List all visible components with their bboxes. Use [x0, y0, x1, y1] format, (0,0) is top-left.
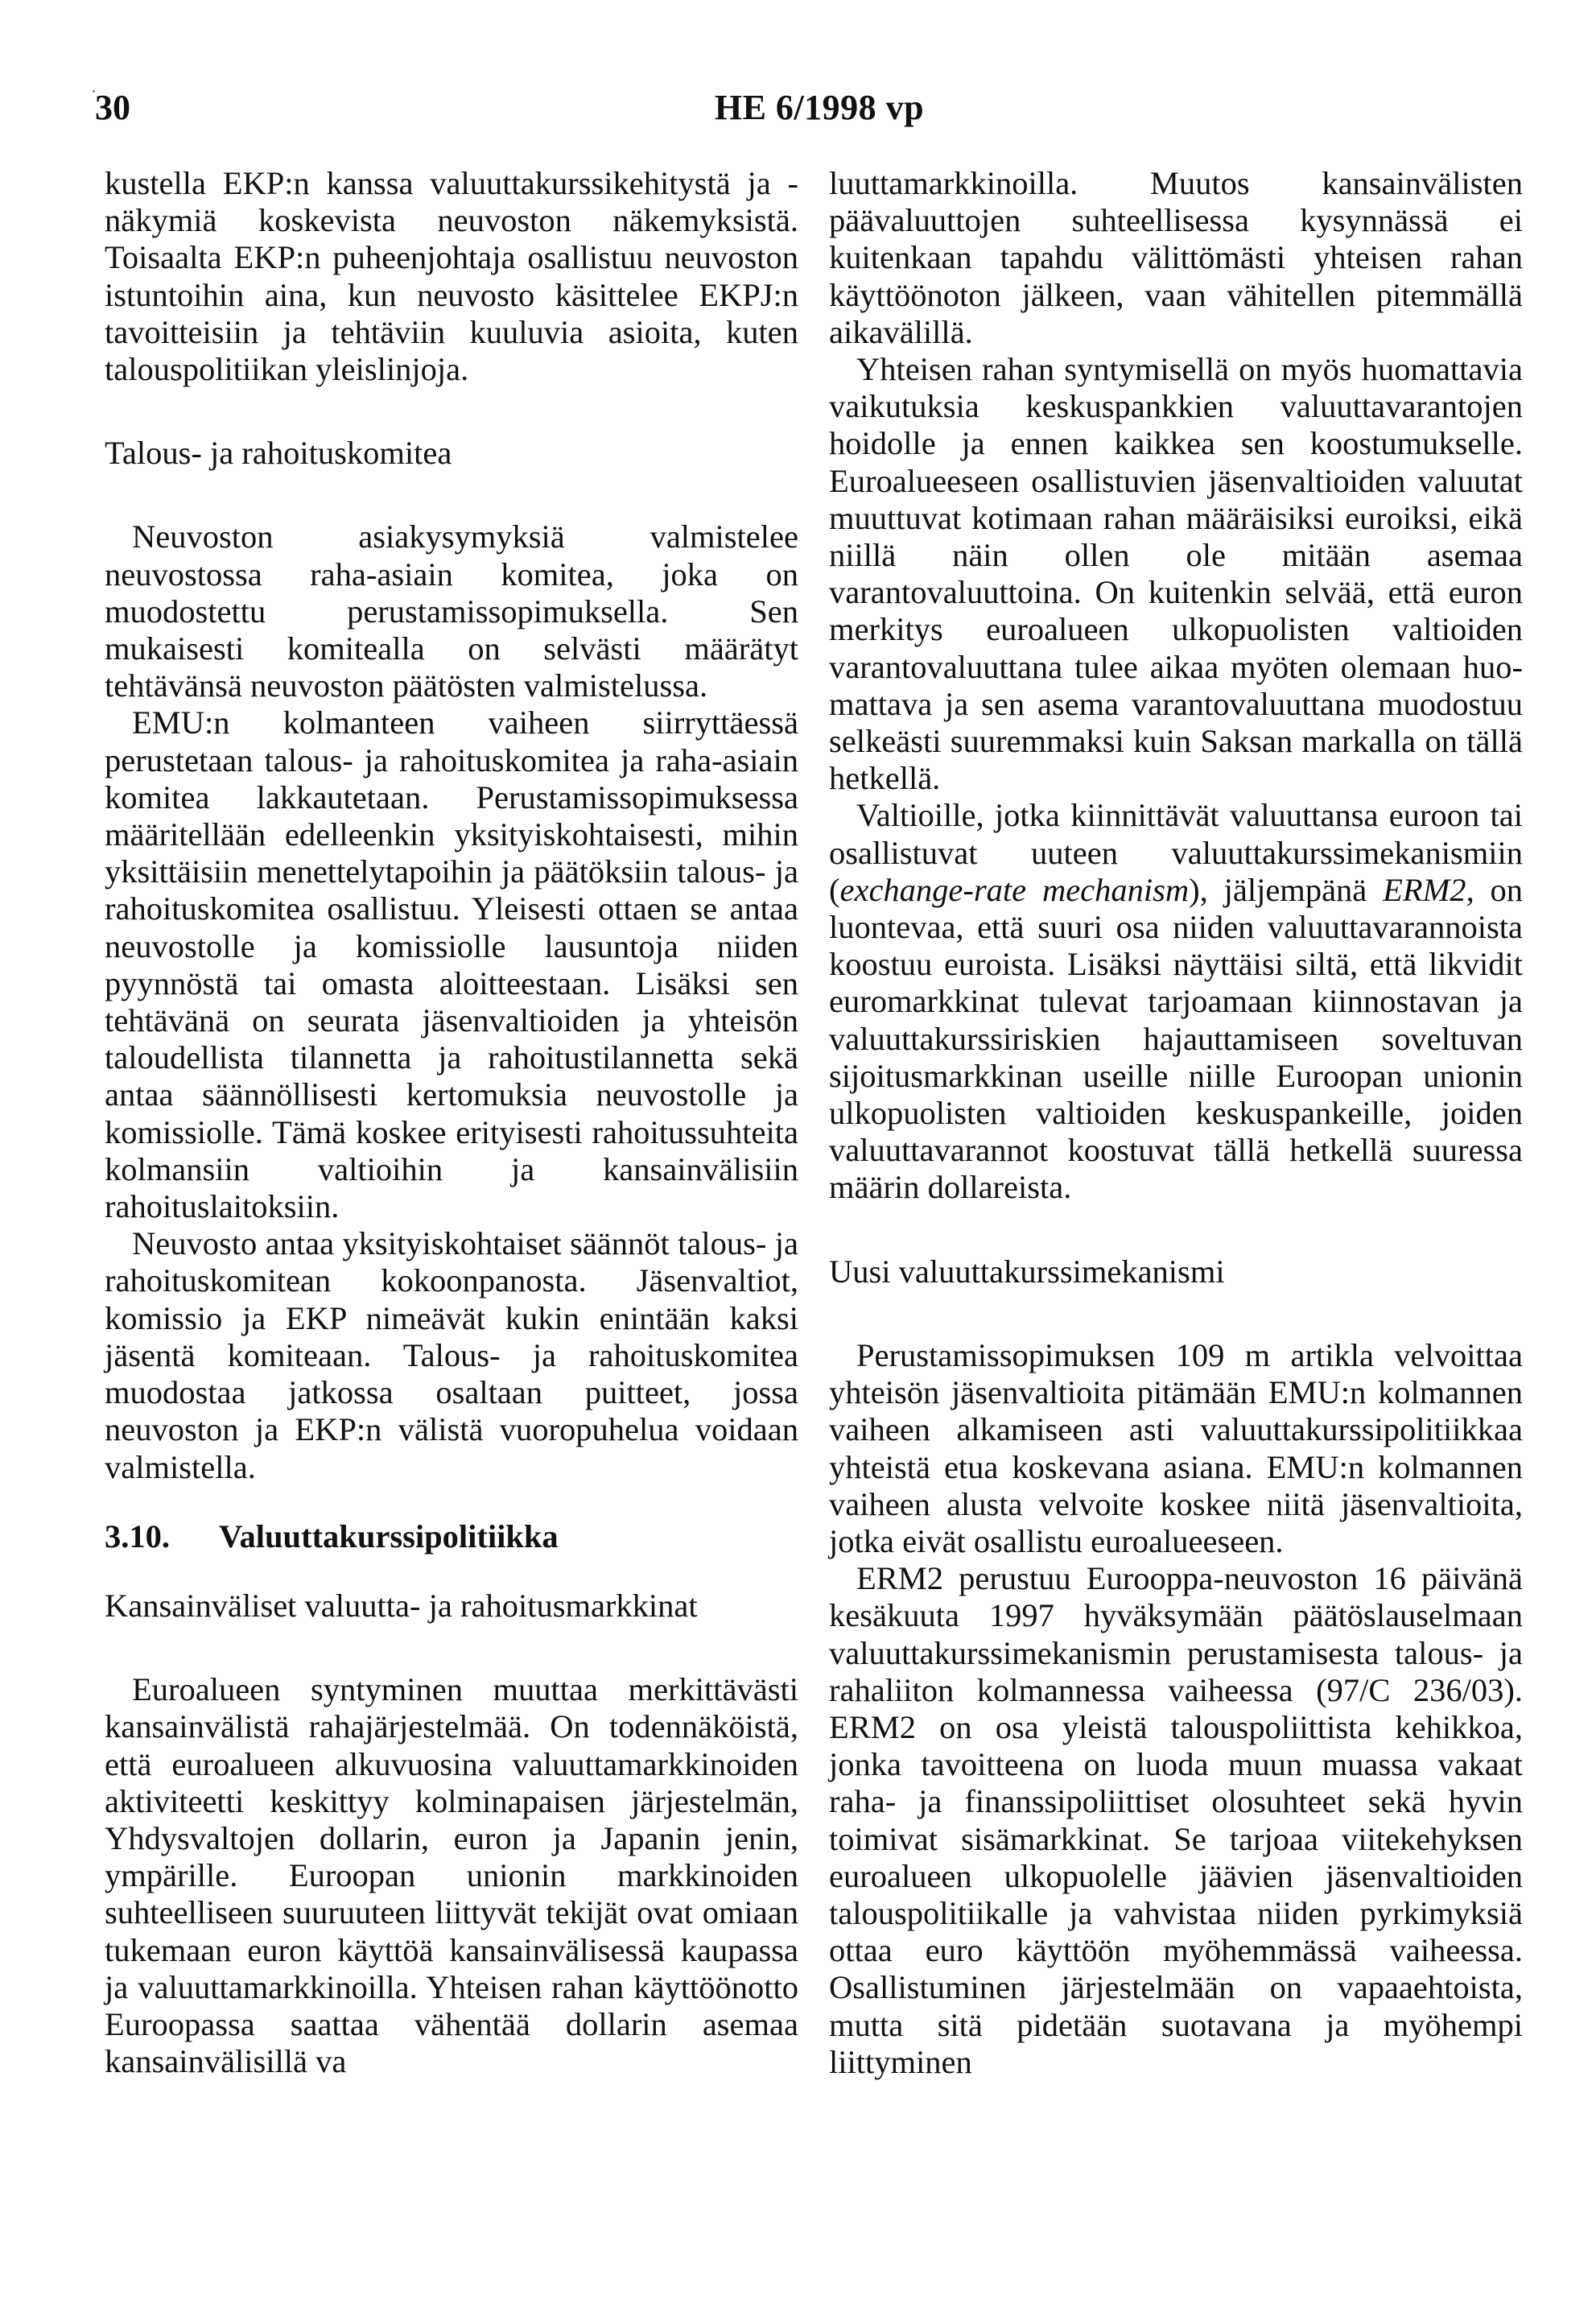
paragraph: kustella EKP:n kanssa valuuttakurssikehitystä ja -näkymiä koskevista neuvoston näkemyksistä. Toisaalta EKP:n puheenjohtaja osallistuu neuvoston istuntoihin aina, kun neuvosto käsittelee EKPJ:n tavoitteisiin ja tehtäviin kuuluvia asioita, kuten talouspolitiikan yleislinjoja.: [105, 165, 798, 388]
paragraph: EMU:n kolmanteen vaiheen siirryttäessä perustetaan talous- ja rahoituskomitea ja raha-asiain komitea lakkautetaan. Perustamissopimuksessa määritellään edelleenkin yksityiskohtaisesti, mihin yksittäisiin menettelytapoihin ja päätöksiin talous- ja rahoituskomitea osallistuu. Yleisesti ottaen se antaa neuvostolle ja komissiolle lausuntoja niiden pyynnöstä tai omasta aloitteestaan. Lisäksi sen tehtävänä on seurata jäsenvaltioiden ja yhteisön taloudellista tilannetta ja rahoitustilannetta sekä antaa säännöllisesti kertomuksia neuvostolle ja komissiolle. Tämä koskee erityisesti rahoitussuhteita kolmansiin valtioihin ja kansainvälisiin rahoituslaitoksiin.: [105, 704, 798, 1225]
paragraph: luuttamarkkinoilla. Muutos kansainvälisten päävaluuttojen suhteellisessa kysynnässä ei kuitenkaan tapahdu välittömästi yhteisen rahan käyttöönoton jälkeen, vaan vähitellen pitemmällä aikavälillä.: [829, 165, 1523, 350]
subheading-uusi-valuuttakurssimekanismi: Uusi valuuttakurssimekanismi: [829, 1253, 1225, 1290]
text-run: Valtioille, jotka kiinnittävät valuuttansa euroon tai osallistuvat uuteen valuuttakurssimekanismiin (: [829, 797, 1523, 908]
italic-term: exchange-rate mechanism: [839, 871, 1190, 908]
paragraph: Perustamissopimuksen 109 m artikla velvoittaa yhteisön jäsenvaltioita pitämään EMU:n kolmannen vaiheen alkamiseen asti valuuttakurssipolitiikkaa yhteistä etua koskevana asiana. EMU:n kolmannen vaiheen alusta velvoite koskee niitä jäsenvaltioita, jotka eivät osallistu euroalueeseen.: [829, 1336, 1523, 1559]
page-number: 30: [95, 88, 130, 127]
text-run: , on luontevaa, että suuri osa niiden valuuttavarannoista koostuu euroista. Lisäksi näyttäisi siltä, että likvidit euromarkkinat tulevat tarjoamaan kiinnostavan ja valuuttakurssiriskien hajauttamiseen soveltuvan sijoitusmarkkinan useille niille Euroopan unionin ulkopuolisten valtioiden keskuspankeille, joiden valuuttavarannot koostuvat tällä hetkellä suuressa määrin dollareista.: [829, 871, 1524, 1206]
section-number: 3.10.: [105, 1517, 170, 1554]
paragraph: ERM2 perustuu Eurooppa-neuvoston 16 päivänä kesäkuuta 1997 hyväksymään päätöslauselmaan valuuttakurssimekanismin perustamisesta talous- ja rahaliiton kolmannessa vaiheessa (97/C 236/03). ERM2 on osa yleistä talouspoliittista kehikkoa, jonka tavoitteena on luoda muun muassa vakaat raha- ja finanssipoliittiset olosuhteet sekä hyvin toimivat sisämarkkinat. Se tarjoaa viitekehyksen euroalueen ulkopuolelle jäävien jäsenvaltioiden talouspolitiikalle ja vahvistaa niiden pyrkimyksiä ottaa euro käyttöön myöhemmässä vaiheessa. Osallistuminen järjestelmään on vapaaehtoista, mutta sitä pidetään suotavana ja myöhempi liittyminen: [829, 1560, 1523, 2080]
italic-abbreviation: ERM2: [1383, 871, 1466, 908]
left-column: [105, 165, 798, 2080]
page-header: [95, 87, 1544, 135]
paragraph: Euroalueen syntyminen muuttaa merkittävästi kansainvälistä rahajärjestelmää. On todennäköistä, että euroalueen alkuvuosina valuuttamarkkinoiden aktiviteetti keskittyy kolminapaisen järjestelmän, Yhdysvaltojen dollarin, euron ja Japanin jenin, ympärille. Euroopan unionin markkinoiden suhteelliseen suuruuteen liittyvät tekijät ovat omiaan tukemaan euron käyttöä kansainvälisessä kaupassa ja valuuttamarkkinoilla. Yhteisen rahan käyttöönotto Euroopassa saattaa vähentää dollarin asemaa kansainvälisillä va: [105, 1671, 798, 2080]
paragraph: Yhteisen rahan syntymisellä on myös huomattavia vaikutuksia keskuspankkien valuuttavarantojen hoidolle ja ennen kaikkea sen koostumukselle. Euroalueeseen osallistuvien jäsenvaltioiden valuutat muuttuvat kotimaan rahan määräisiksi euroiksi, eikä niillä näin ollen ole mitään asemaa varantovaluuttoina. On kuitenkin selvää, että euron merkitys euroalueen ulkopuolisten valtioiden varantovaluuttana tulee aikaa myöten olemaan huomattava ja sen asema varantovaluuttana muodostuu selkeästi suuremmaksi kuin Saksan markalla on tällä hetkellä.: [829, 351, 1523, 797]
paragraph: Neuvoston asiakysymyksiä valmistelee neuvostossa raha-asiain komitea, joka on muodostettu perustamissopimuksella. Sen mukaisesti komitealla on selvästi määrätyt tehtävänsä neuvoston päätösten valmistelussa.: [105, 518, 798, 704]
paragraph: Neuvosto antaa yksityiskohtaiset säännöt talous- ja rahoituskomitean kokoonpanosta. Jäsenvaltiot, komissio ja EKP nimeävät kukin enintään kaksi jäsentä komiteaan. Talous- ja rahoituskomitea muodostaa jatkossa osaltaan puitteet, jossa neuvoston ja EKP:n välistä vuoropuhelua voidaan valmistella.: [105, 1225, 798, 1485]
subheading-talous-ja-rahoituskomitea: Talous- ja rahoituskomitea: [105, 435, 452, 472]
subheading-kansainvaliset-markkinat: Kansainväliset valuutta- ja rahoitusmarkkinat: [105, 1587, 698, 1624]
text-run: ), jäljempänä: [1189, 871, 1384, 908]
paragraph: [829, 797, 1523, 1206]
running-title: HE 6/1998 vp: [714, 88, 925, 127]
right-column: [829, 165, 1523, 2081]
section-title: Valuuttakurssipolitiikka: [219, 1517, 559, 1554]
section-heading: [105, 1518, 798, 1555]
